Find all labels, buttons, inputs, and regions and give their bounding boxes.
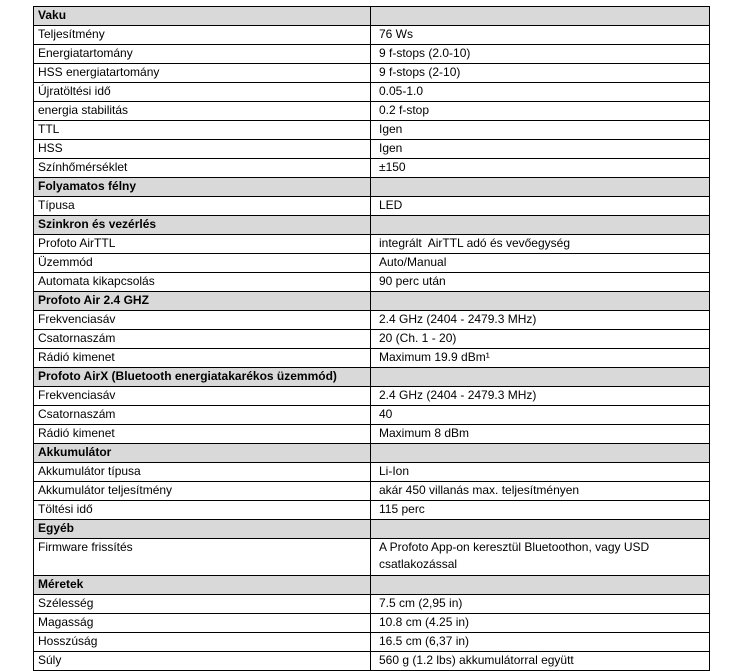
- spec-value: 16.5 cm (6,37 in): [371, 633, 710, 652]
- spec-label: Akkumulátor teljesítmény: [34, 482, 371, 501]
- section-empty-cell: [371, 292, 710, 311]
- spec-label: Firmware frissítés: [34, 539, 371, 576]
- section-title: Vaku: [34, 7, 371, 26]
- spec-label: Csatornaszám: [34, 330, 371, 349]
- spec-row: [34, 83, 710, 102]
- spec-label: Frekvenciasáv: [34, 387, 371, 406]
- spec-value: 9 f-stops (2-10): [371, 64, 710, 83]
- spec-label: Frekvenciasáv: [34, 311, 371, 330]
- spec-value: 10.8 cm (4.25 in): [371, 614, 710, 633]
- spec-value: Li-Ion: [371, 463, 710, 482]
- spec-label: Töltési idő: [34, 501, 371, 520]
- section-empty-cell: [371, 216, 710, 235]
- spec-label: Típusa: [34, 197, 371, 216]
- spec-value: 90 perc után: [371, 273, 710, 292]
- section-title: Egyéb: [34, 520, 371, 539]
- spec-row: [34, 254, 710, 273]
- spec-row: [34, 425, 710, 444]
- section-title: Szinkron és vezérlés: [34, 216, 371, 235]
- spec-label: Magasság: [34, 614, 371, 633]
- spec-label: Hosszúság: [34, 633, 371, 652]
- section-header-row: [34, 444, 710, 463]
- spec-label: Csatornaszám: [34, 406, 371, 425]
- spec-label: Automata kikapcsolás: [34, 273, 371, 292]
- spec-row: [34, 26, 710, 45]
- spec-row: [34, 349, 710, 368]
- spec-label: Rádió kimenet: [34, 425, 371, 444]
- spec-value: 40: [371, 406, 710, 425]
- spec-row: [34, 614, 710, 633]
- spec-value: Igen: [371, 140, 710, 159]
- section-empty-cell: [371, 520, 710, 539]
- spec-label: Rádió kimenet: [34, 349, 371, 368]
- spec-label: Teljesítmény: [34, 26, 371, 45]
- spec-value: 2.4 GHz (2404 - 2479.3 MHz): [371, 387, 710, 406]
- spec-label: Profoto AirTTL: [34, 235, 371, 254]
- spec-label: TTL: [34, 121, 371, 140]
- spec-row: [34, 311, 710, 330]
- spec-label: Színhőmérséklet: [34, 159, 371, 178]
- spec-row: [34, 482, 710, 501]
- spec-row: [34, 121, 710, 140]
- spec-label: Újratöltési idő: [34, 83, 371, 102]
- spec-value: 9 f-stops (2.0-10): [371, 45, 710, 64]
- spec-row: [34, 102, 710, 121]
- section-title: Profoto Air 2.4 GHZ: [34, 292, 371, 311]
- spec-row: [34, 140, 710, 159]
- spec-value: 0.05-1.0: [371, 83, 710, 102]
- spec-label: Súly: [34, 652, 371, 671]
- spec-value: Auto/Manual: [371, 254, 710, 273]
- spec-value: 560 g (1.2 lbs) akkumulátorral együtt: [371, 652, 710, 671]
- spec-row: [34, 235, 710, 254]
- spec-row: [34, 330, 710, 349]
- section-title: Méretek: [34, 576, 371, 595]
- spec-row: [34, 273, 710, 292]
- spec-row: [34, 64, 710, 83]
- spec-label: energia stabilitás: [34, 102, 371, 121]
- spec-row: [34, 197, 710, 216]
- spec-value: 76 Ws: [371, 26, 710, 45]
- section-title: Folyamatos félny: [34, 178, 371, 197]
- section-header-row: [34, 216, 710, 235]
- section-empty-cell: [371, 576, 710, 595]
- section-header-row: [34, 7, 710, 26]
- section-header-row: [34, 292, 710, 311]
- spec-row: [34, 463, 710, 482]
- section-header-row: [34, 178, 710, 197]
- spec-value: 2.4 GHz (2404 - 2479.3 MHz): [371, 311, 710, 330]
- spec-label: HSS: [34, 140, 371, 159]
- spec-value: Igen: [371, 121, 710, 140]
- spec-row: [34, 501, 710, 520]
- spec-value: 7.5 cm (2,95 in): [371, 595, 710, 614]
- section-empty-cell: [371, 178, 710, 197]
- section-header-row: [34, 520, 710, 539]
- specs-table: [33, 6, 710, 671]
- section-title: Akkumulátor: [34, 444, 371, 463]
- spec-row: [34, 539, 710, 576]
- spec-value: ±150: [371, 159, 710, 178]
- spec-value: Maximum 19.9 dBm¹: [371, 349, 710, 368]
- section-empty-cell: [371, 368, 710, 387]
- spec-label: Energiatartomány: [34, 45, 371, 64]
- spec-value: 20 (Ch. 1 - 20): [371, 330, 710, 349]
- spec-value: 115 perc: [371, 501, 710, 520]
- spec-value: A Profoto App-on keresztül Bluetoothon, vagy USD csatlakozással: [371, 539, 710, 576]
- spec-row: [34, 633, 710, 652]
- spec-row: [34, 652, 710, 671]
- spec-row: [34, 595, 710, 614]
- spec-row: [34, 387, 710, 406]
- spec-row: [34, 45, 710, 64]
- spec-label: HSS energiatartomány: [34, 64, 371, 83]
- spec-value: LED: [371, 197, 710, 216]
- section-empty-cell: [371, 7, 710, 26]
- spec-value: akár 450 villanás max. teljesítményen: [371, 482, 710, 501]
- spec-value: integrált AirTTL adó és vevőegység: [371, 235, 710, 254]
- section-header-row: [34, 368, 710, 387]
- spec-value: 0.2 f-stop: [371, 102, 710, 121]
- section-title: Profoto AirX (Bluetooth energiatakarékos üzemmód): [34, 368, 371, 387]
- section-empty-cell: [371, 444, 710, 463]
- spec-label: Akkumulátor típusa: [34, 463, 371, 482]
- spec-row: [34, 406, 710, 425]
- section-header-row: [34, 576, 710, 595]
- spec-label: Szélesség: [34, 595, 371, 614]
- spec-row: [34, 159, 710, 178]
- spec-label: Üzemmód: [34, 254, 371, 273]
- spec-value: Maximum 8 dBm: [371, 425, 710, 444]
